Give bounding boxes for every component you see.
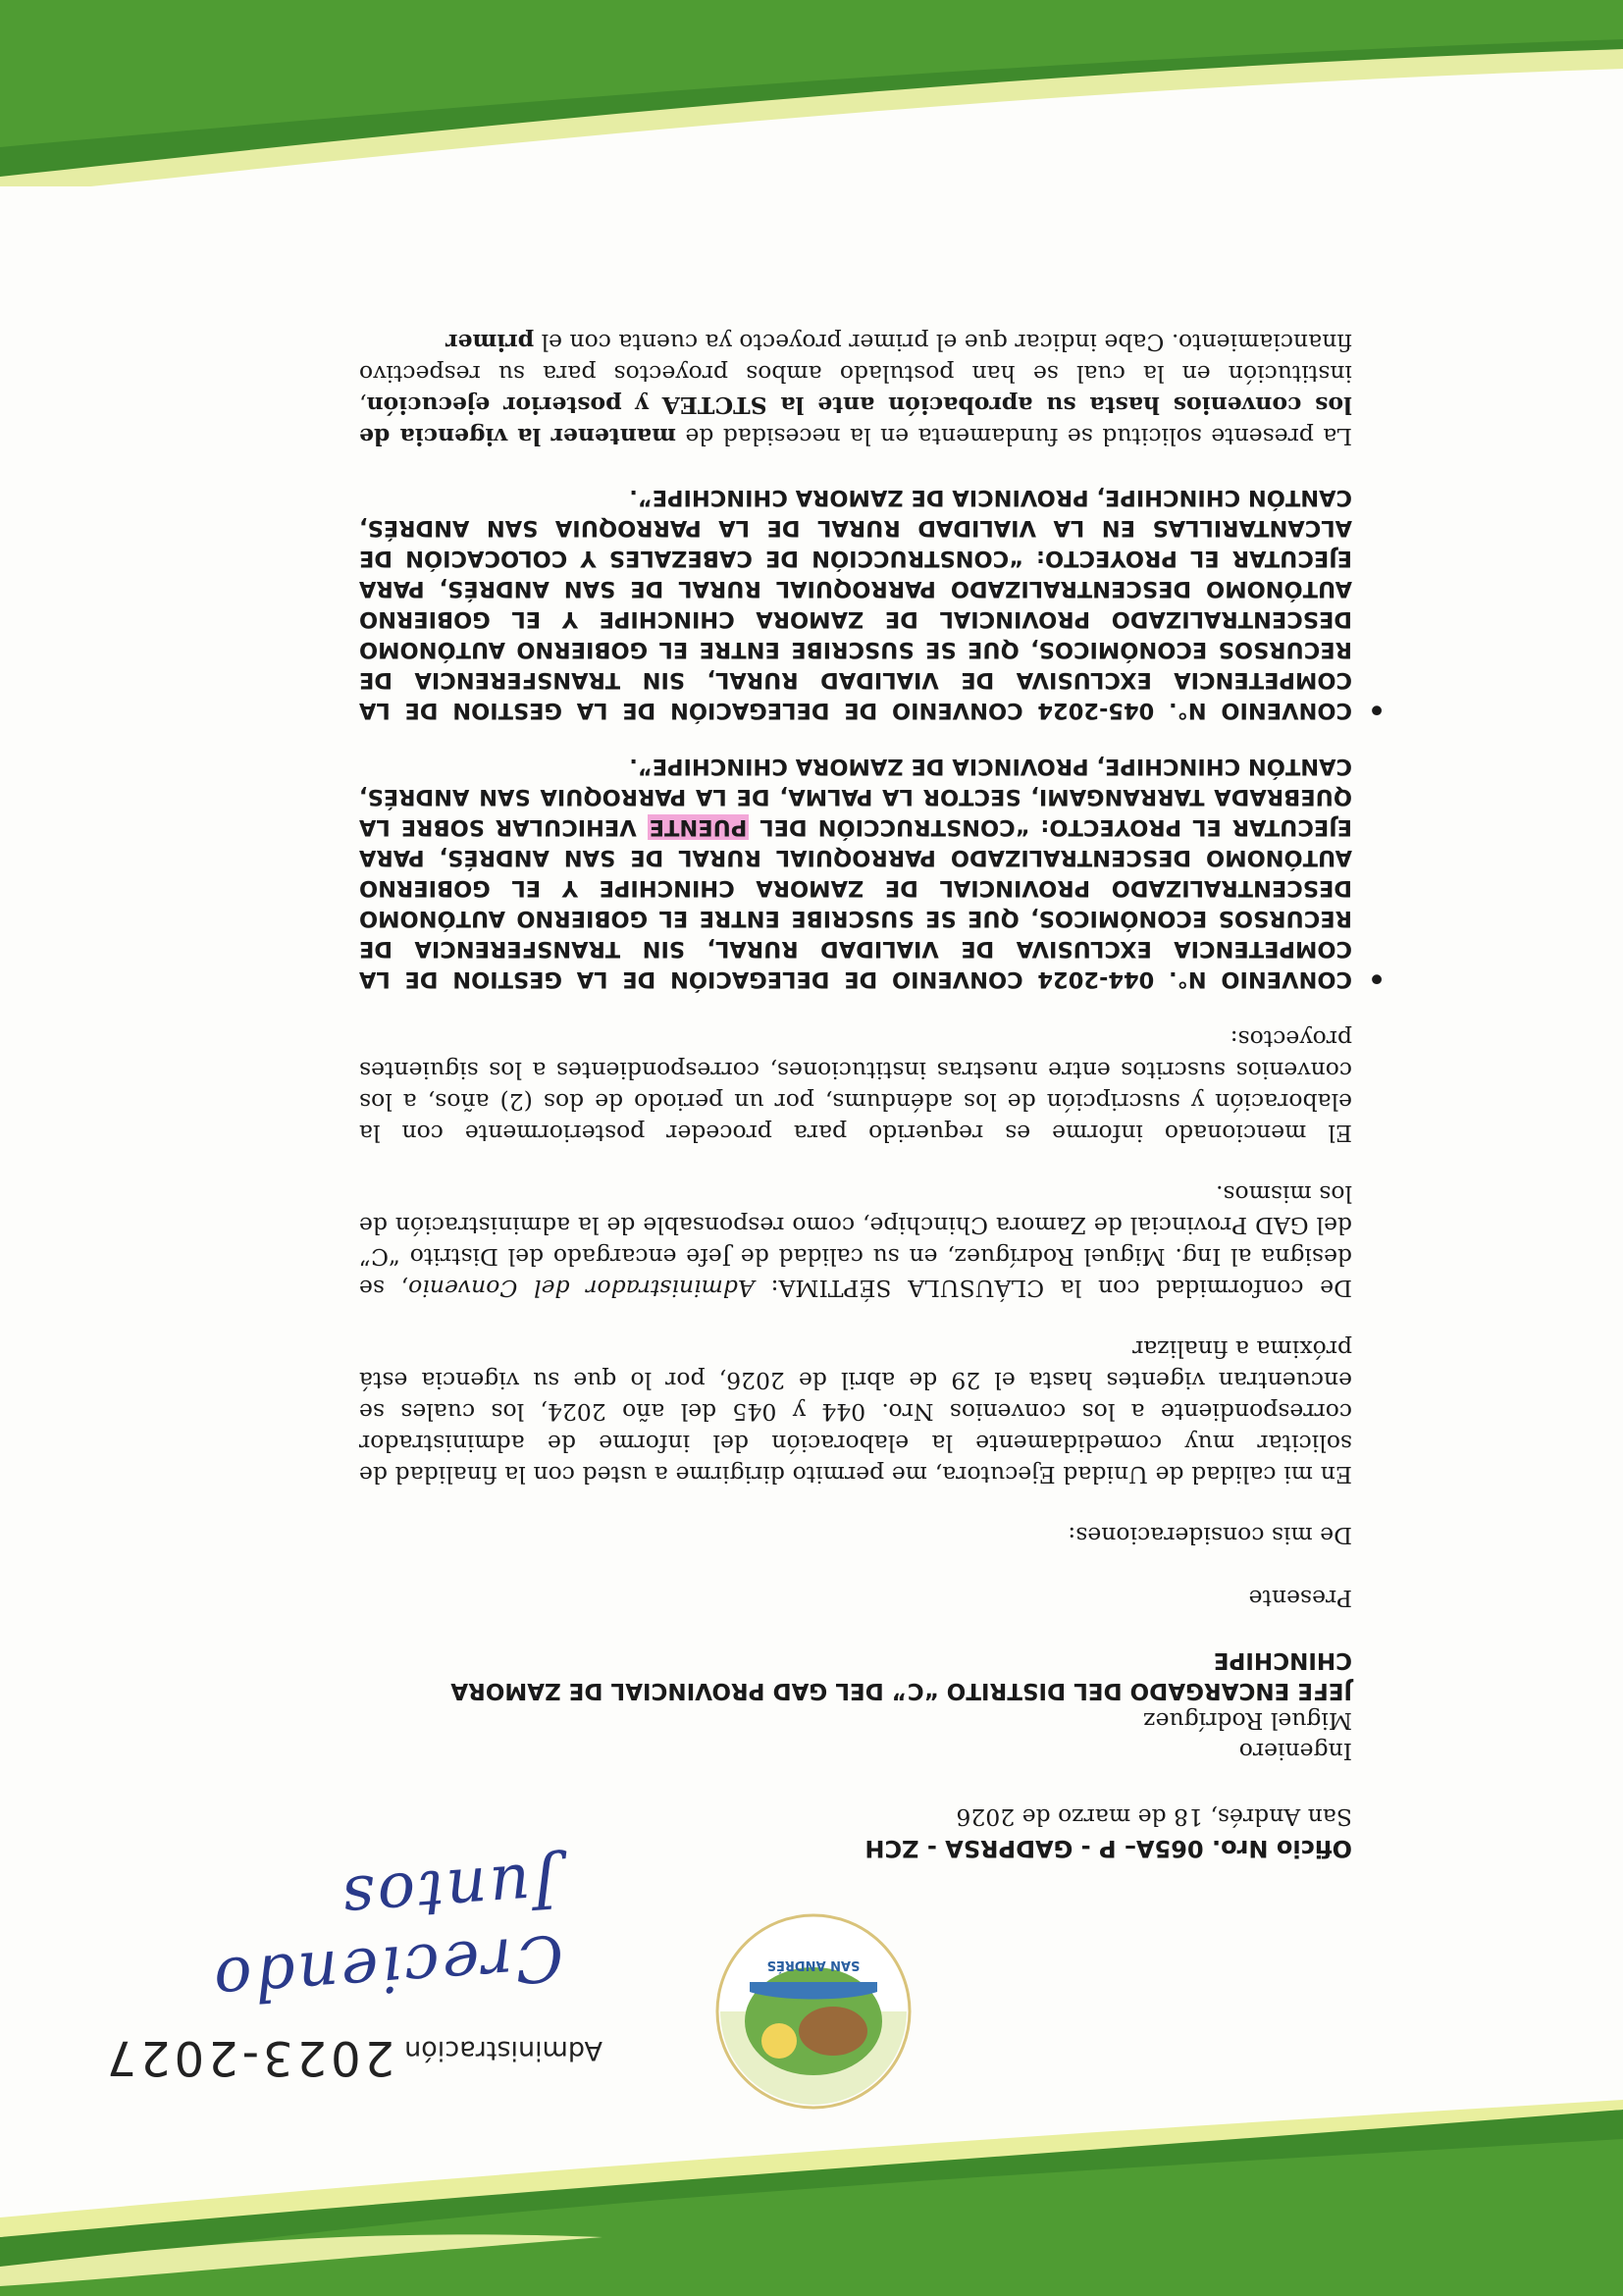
administration-label [103, 2030, 602, 2085]
paragraph-4 [359, 327, 1352, 452]
p4-start: La presente solicitud se fundamenta en la necesidad de [675, 423, 1352, 450]
p2-end: , se designa al Ing. Miguel Rodríguez, en su calidad de Jefe encargado del Distrito “C” del GAD Provincial de Zamora Chinchipe, como responsable de la administración de los mismos. [359, 1180, 1352, 1302]
paragraph-3: El mencionado informe es requerido para proceder posteriormente con la elaboración y suscripción de los adéndums, por un periodo de dos (2) años, a los convenios suscritos entre nuestras instituciones, correspondientes a los siguientes proyectos: [359, 1025, 1352, 1147]
gad-san-andres-logo [681, 1913, 946, 2110]
p4-bold: mantener la vigencia de los convenios hasta su aprobación ante la STCTEA y posterior ejecución [358, 391, 1352, 450]
bullet1-end: VEHICULAR SOBRE LA QUEBRADA TARRANGAMI, SECTOR LA PALMA, DE LA PARROQUIA SAN ANDRÉS, CANTÓN CHINCHIPE, PROVINCIA DE ZAMORA CHINCHIPE”. [359, 754, 1352, 840]
administration-years: 2023-2027 [102, 2030, 395, 2085]
p4-bold-2: primer [445, 329, 535, 356]
administration-word: Administración [404, 2035, 602, 2065]
bullet1-start: CONVENIO N°. 044-2024 CONVENIO DE DELEGACIÓN DE LA GESTION DE LA COMPETENCIA EXCLUSIVA DE VIALIDAD RURAL, SIN TRANSFERENCIA DE RECURSOS ECONÓMICOS, QUE SE SUSCRIBE ENTRE EL GOBIERNO AUTÓNOMO DESCENTRALIZADO PROVINCIAL DE ZAMORA CHINCHIPE Y EL GOBIERNO AUTÓNOMO DESCENTRALIZADO PARROQUIAL RURAL DE SAN ANDRÉS, PARA EJECUTAR EL PROYECTO: “CONSTRUCCIÓN DEL [359, 814, 1352, 992]
paragraph-2 [359, 1178, 1352, 1304]
paragraph-1: En mi calidad de Unidad Ejecutora, me permito dirigirme a usted con la finalidad de solicitar muy comedidamente la elaboración del informe de administrador correspondiente a los convenios Nro. 044 y 045 del año 2024, los cuales se encuentran vigentes hasta el 29 de abril de 2026, por lo que su vigencia está próxima a finalizar [359, 1335, 1352, 1488]
list-item [359, 751, 1352, 994]
highlighted-word: PUENTE [649, 814, 748, 840]
p4-middle: , institución en la cual se han postulado ambos proyectos para su respectivo financiamiento. Cabe indicar que el primer proyecto ya cuenta con el [359, 329, 1352, 419]
p2-start: De conformidad con la CLÁUSULA SÉPTIMA: [754, 1275, 1352, 1302]
list-item: • CONVENIO N°. 045-2024 CONVENIO DE DELEGACIÓN DE LA GESTION DE LA COMPETENCIA EXCLUSIVA DE VIALIDAD RURAL, SIN TRANSFERENCIA DE RECURSOS ECONÓMICOS, QUE SE SUSCRIBE ENTRE EL GOBIERNO AUTÓNOMO DESCENTRALIZADO PROVINCIAL DE ZAMORA CHINCHIPE Y EL GOBIERNO AUTÓNOMO DESCENTRALIZADO PARROQUIAL RURAL DE SAN ANDRÉS, PARA EJECUTAR EL PROYECTO: “CONSTRUCCIÓN DE CABEZALES Y COLOCACIÓN DE ALCANTARILLAS EN LA VIALIDAD RURAL DE LA PARROQUIA SAN ANDRÉS, CANTÓN CHINCHIPE, PROVINCIA DE ZAMORA CHINCHIPE”. [359, 482, 1352, 725]
recipient-position: JEFE ENCARGADO DEL DISTRITO “C” DEL GAD PROVINCIAL DE ZAMORA CHINCHIPE [450, 1647, 1352, 1703]
footer-band [0, 0, 1623, 186]
reference-block [359, 1801, 1352, 1864]
recipient-name: Miguel Rodríguez [1143, 1707, 1352, 1735]
motto-signature: Creciendo Juntos [208, 1847, 566, 2017]
place-date: San Andrés, 18 de marzo de 2026 [956, 1803, 1352, 1831]
recipient-title: Ingeniero [1238, 1738, 1352, 1765]
logo-label: SAN ANDRÉS [766, 1957, 861, 1972]
oficio-number: Oficio Nro. 065A– P - GADPRSA - ZCH [864, 1835, 1352, 1862]
recipient-block [359, 1583, 1352, 1766]
letter-body [359, 297, 1352, 1864]
p2-italic: Administrador del Convenio [408, 1275, 755, 1302]
convenios-list [359, 482, 1352, 994]
presente: Presente [1248, 1585, 1352, 1612]
greeting: De mis consideraciones: [1068, 1522, 1352, 1549]
